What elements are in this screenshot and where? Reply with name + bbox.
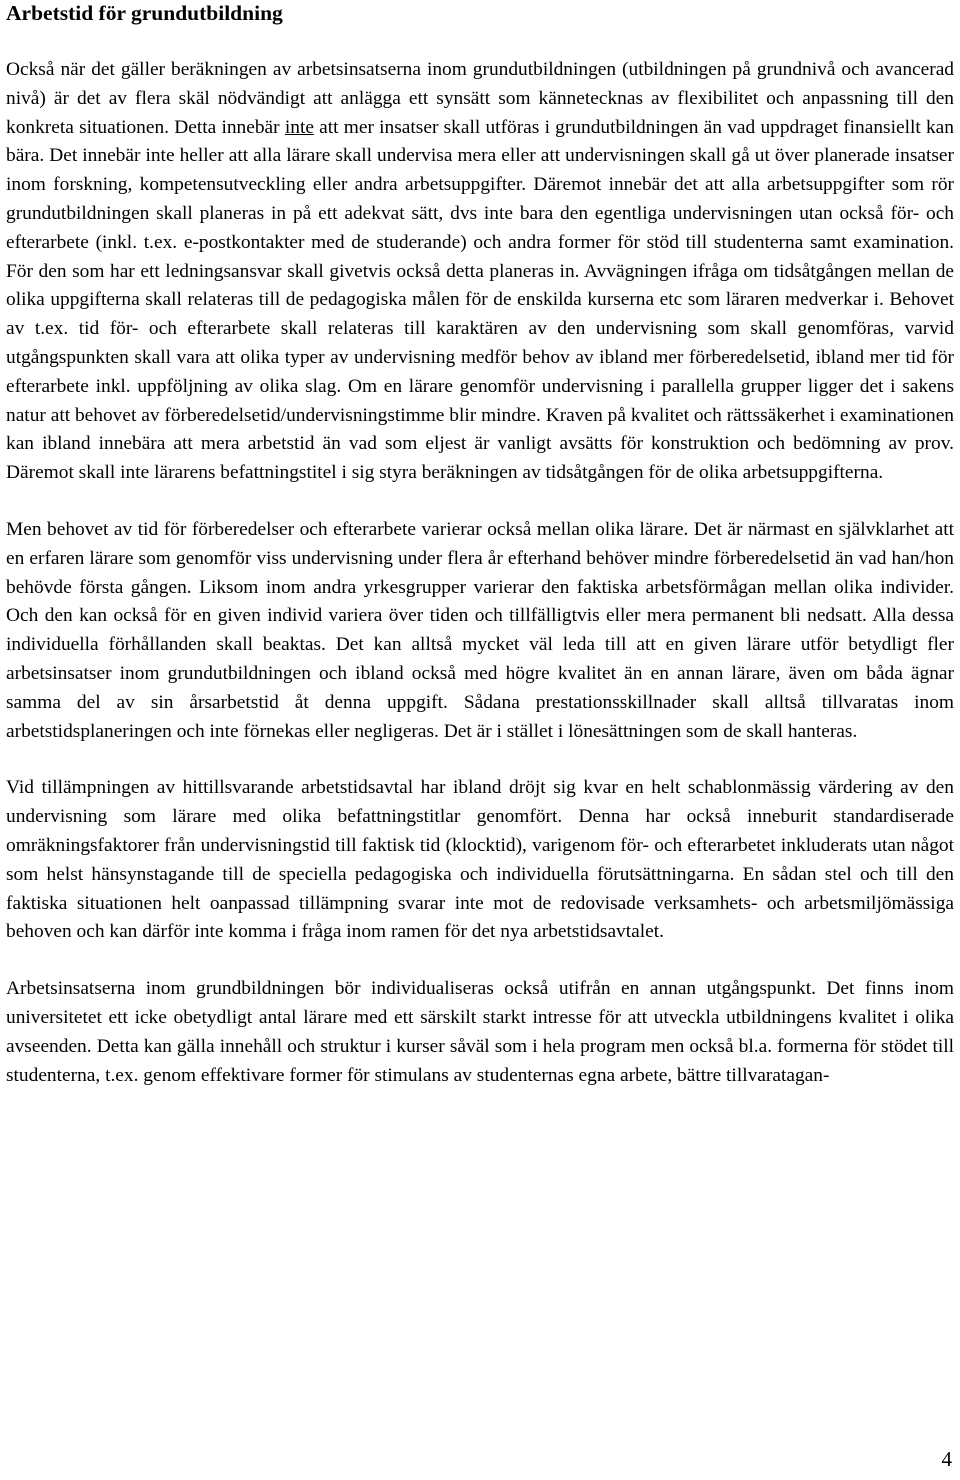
paragraph-3: Vid tillämpningen av hittillsvarande arbetstidsavtal har ibland dröjt sig kvar en helt schablonmässig värdering av den undervisning som lärare med olika befattningstitlar genomfört. Denna har också inneburit standardiserade omräkningsfaktorer från undervisningstid till faktisk tid (klocktid), varigenom för- och efterarbetet inkluderats utan något som helst hänsynstagande till de speciella pedagogiska och individuella förutsättningarna. En sådan stel och till den faktiska situationen helt oanpassad tillämpning svarar inte mot de redovisade verksamhets- och arbetsmiljömässiga behoven och kan därför inte komma i fråga inom ramen för det nya arbetstidsavtalet. xyxy=(6,777,954,943)
paragraph-1-text-a: Också när det gäller beräkningen av arbetsinsatserna inom grundutbildningen (utbildningen på grundnivå och avancerad nivå) är det av flera skäl nödvändigt att anlägga ett synsätt som kännetecknas av flexibilitet och anpassning till den konkreta situationen. Detta innebär xyxy=(6,59,954,138)
page-number: 4 xyxy=(941,1447,952,1471)
paragraph-2: Men behovet av tid för förberedelser och efterarbete varierar också mellan olika lärare. Det är närmast en självklarhet att en erfaren lärare som genomför viss undervisning under flera år efterhand behöver mindre förberedelsetid än vad han/hon behövde första gången. Liksom inom andra yrkesgrupper varierar den faktiska arbetsförmågan mellan olika individer. Och den kan också för en given individ variera över tiden och tillfälligtvis eller mera permanent bli nedsatt. Alla dessa individuella förhållanden skall beaktas. Det kan alltså mycket väl leda till att en given lärare utför betydligt fler arbetsinsatser inom grundutbildningen och ibland också med högre kvalitet än en annan lärare, även om båda ägnar samma del av sin årsarbetstid åt denna uppgift. Sådana prestationsskillnader skall alltså tillvaratas inom arbetstidsplaneringen och inte förnekas eller negligeras. Det är i stället i lönesättningen som de skall hanteras. xyxy=(6,518,954,742)
underlined-word: inte xyxy=(284,116,314,138)
document-page xyxy=(6,0,954,1090)
paragraph-1 xyxy=(6,56,954,488)
section-heading: Arbetstid för grundutbildning xyxy=(6,1,283,25)
paragraph-1-text-b: att mer insatser skall utföras i grundutbildningen än vad uppdraget finansiellt kan bära. Det innebär inte heller att alla lärare skall undervisa mera eller att undervisningen skall gå ut över planerade insatser inom forskning, kompetensutveckling eller andra arbetsuppgifter. Däremot innebär det att alla arbetsuppgifter som rör grundutbildningen skall planeras in på ett adekvat sätt, dvs inte bara den egentliga undervisningen utan också för- och efterarbete (inkl. t.ex. e-postkontakter med de studerande) och andra former för stöd till studenterna samt examination. För den som har ett ledningsansvar skall givetvis också detta planeras in. Avvägningen ifråga om tidsåtgången mellan de olika uppgifterna skall relateras till de pedagogiska målen för de enskilda kurserna etc som läraren medverkar i. Behovet av t.ex. tid för- och efterarbete skall relateras till karaktären av den undervisning som skall genomföras, varvid utgångspunkten skall vara att olika typer av undervisning medför behov av ibland mer förberedelsetid, ibland mer tid för efterarbete inkl. uppföljning av olika slag. Om en lärare genomför undervisning i parallella grupper ligger det i sakens natur att behovet av förberedelsetid/undervisningstimme blir mindre. Kraven på kvalitet och rättssäkerhet i examinationen kan ibland innebära att mera arbetstid än vad som eljest är vanligt avsätts för konstruktion och bedömning av prov. Däremot skall inte lärarens befattningstitel i sig styra beräkningen av tidsåtgången för de olika arbetsuppgifterna. xyxy=(6,116,954,484)
paragraph-4: Arbetsinsatserna inom grundbildningen bör individualiseras också utifrån en annan utgångspunkt. Det finns inom universitetet ett icke obetydligt antal lärare med ett särskilt starkt intresse för att utveckla utbildningens kvalitet i olika avseenden. Detta kan gälla innehåll och struktur i kurser såväl som i hela program men också bl.a. formerna för stödet till studenterna, t.ex. genom effektivare former för stimulans av studenternas egna arbete, bättre tillvaratagan- xyxy=(6,978,954,1086)
